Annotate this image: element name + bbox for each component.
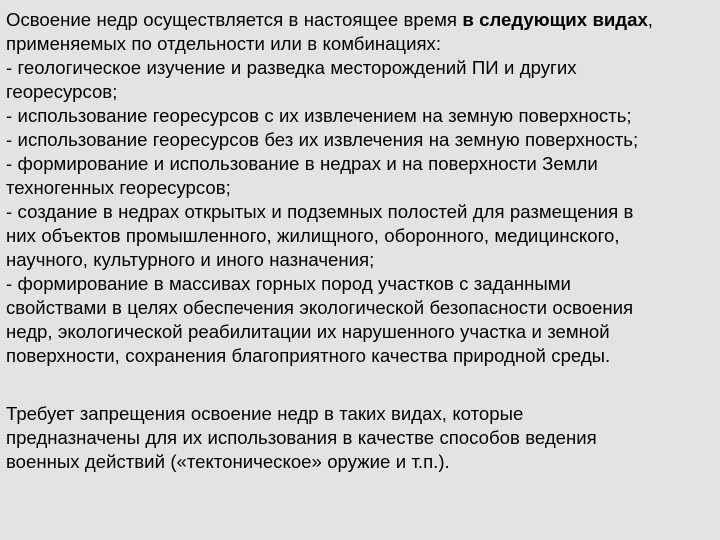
text-line: - геологическое изучение и разведка месторождений ПИ и других — [6, 57, 577, 78]
text-line: - создание в недрах открытых и подземных полостей для размещения в — [6, 201, 634, 222]
intro-bold-text: в следующих видах — [462, 9, 648, 30]
text-line: недр, экологической реабилитации их нарушенного участка и земной — [6, 321, 610, 342]
text-line: - использование георесурсов без их извлечения на земную поверхность; — [6, 129, 639, 150]
text-line: них объектов промышленного, жилищного, оборонного, медицинского, — [6, 225, 620, 246]
text-line: предназначены для их использования в качестве способов ведения — [6, 427, 597, 448]
text-line: Требует запрещения освоение недр в таких видах, которые — [6, 403, 524, 424]
text-line: - формирование и использование в недрах и на поверхности Земли — [6, 153, 598, 174]
text-line: военных действий («тектоническое» оружие и т.п.). — [6, 451, 450, 472]
text-line: научного, культурного и иного назначения; — [6, 249, 375, 270]
text-line: техногенных георесурсов; — [6, 177, 231, 198]
text-line: поверхности, сохранения благоприятного качества природной среды. — [6, 345, 611, 366]
paragraph-prohibited-uses — [6, 402, 714, 474]
text-line: - формирование в массивах горных пород участков с заданными — [6, 273, 571, 294]
text-line: свойствами в целях обеспечения экологической безопасности освоения — [6, 297, 634, 318]
text-line: - использование георесурсов с их извлечением на земную поверхность; — [6, 105, 632, 126]
intro-text: Освоение недр осуществляется в настоящее время — [6, 9, 463, 30]
text-line: георесурсов; — [6, 81, 118, 102]
paragraph-types-of-subsoil-use — [6, 8, 714, 368]
text-line — [6, 8, 714, 32]
intro-comma: , — [647, 9, 653, 30]
text-line: применяемых по отдельности или в комбинациях: — [6, 33, 442, 54]
